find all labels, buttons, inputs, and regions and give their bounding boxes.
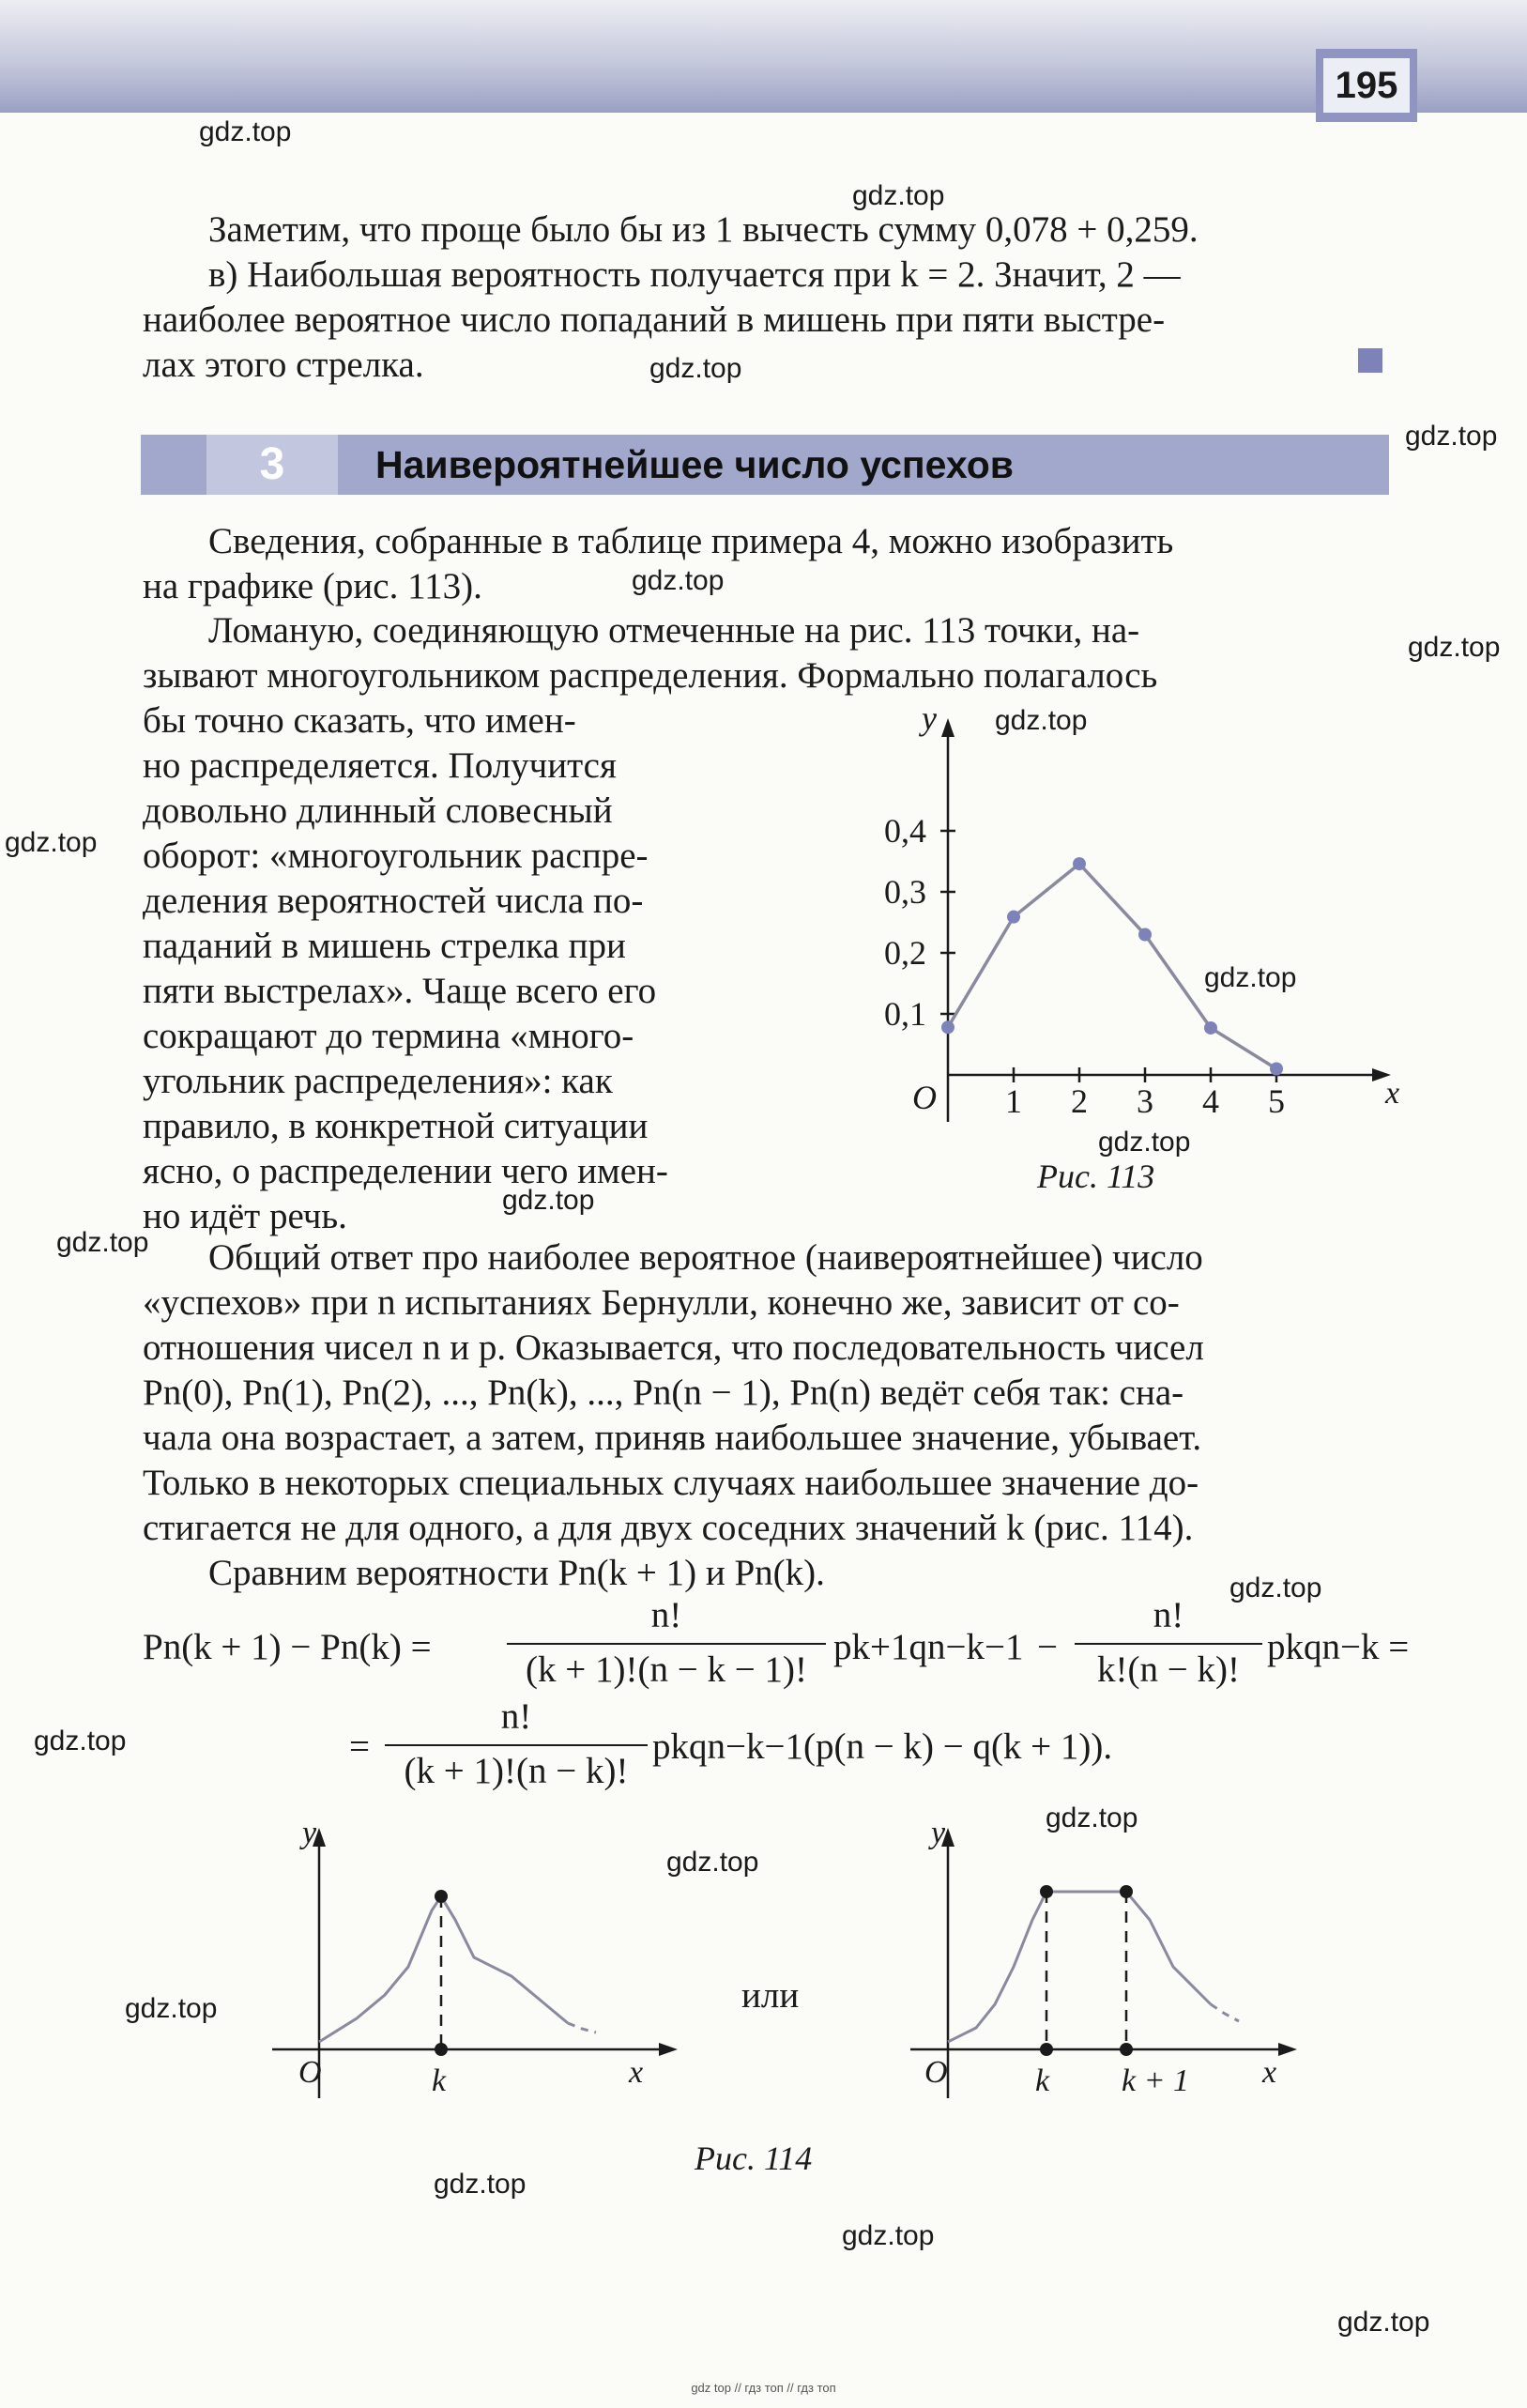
- y-tick-label: 0,1: [884, 995, 926, 1033]
- text-line: правило, в конкретной ситуации: [143, 1106, 649, 1146]
- watermark: gdz.top: [34, 1725, 127, 1756]
- y-tick-label: 0,2: [884, 934, 926, 972]
- watermark: gdz.top: [1408, 632, 1501, 663]
- axis-label-x: x: [1385, 1076, 1400, 1111]
- watermark: gdz.top: [502, 1185, 595, 1216]
- header-band: [0, 0, 1527, 113]
- page-number: 195: [1323, 58, 1410, 113]
- watermark: gdz.top: [434, 2169, 527, 2200]
- data-point: [1138, 928, 1152, 942]
- axis-label-y: y: [922, 699, 937, 737]
- text-line: чала она возрастает, а затем, приняв наибольшее значение, убывает.: [143, 1418, 1202, 1458]
- text-line: довольно длинный словесный: [143, 790, 613, 831]
- data-point: [1204, 1021, 1217, 1035]
- watermark: gdz.top: [842, 2220, 935, 2251]
- x-tick-label: 5: [1268, 1082, 1285, 1120]
- watermark: gdz.top: [852, 180, 945, 211]
- section-title: Наивероятнейшее число успехов: [375, 443, 1014, 486]
- origin-label: O: [924, 2055, 948, 2090]
- tick-label-k: k: [432, 2063, 447, 2098]
- text-line: но идёт речь.: [143, 1196, 347, 1236]
- watermark: gdz.top: [1204, 962, 1297, 993]
- origin-label: O: [298, 2055, 322, 2090]
- watermark: gdz.top: [1337, 2307, 1430, 2338]
- text-line: лах этого стрелка.: [143, 345, 424, 385]
- watermark: gdz.top: [1229, 1572, 1322, 1603]
- section-number: 3: [259, 439, 285, 489]
- formula-frac3-denominator: (k + 1)!(n − k)!: [404, 1751, 629, 1791]
- formula-frac2-numerator: n!: [1153, 1595, 1184, 1635]
- x-tick-label: 2: [1071, 1082, 1088, 1120]
- watermark: gdz.top: [56, 1227, 149, 1258]
- watermark: gdz.top: [632, 565, 725, 596]
- text-line: угольник распределения»: как: [143, 1061, 613, 1101]
- text-line: паданий в мишень стрелка при: [143, 926, 626, 966]
- figure-114-left-chart: [253, 1817, 695, 2117]
- text-line: деления вероятностей числа по-: [143, 881, 644, 921]
- tick-label-k: k: [1035, 2063, 1050, 2098]
- fraction-line: [385, 1744, 648, 1746]
- text-line: Заметим, что проще было бы из 1 вычесть сумму 0,078 + 0,259.: [208, 209, 1199, 250]
- text-line: Только в некоторых специальных случаях наибольшее значение до-: [143, 1463, 1199, 1503]
- text-line: пяти выстрелах». Чаще всего его: [143, 971, 657, 1011]
- bottom-note: gdz top // гдз топ // гдз топ: [691, 2381, 836, 2395]
- text-line: Pn(0), Pn(1), Pn(2), ..., Pn(k), ..., Pn(n − 1), Pn(n) ведёт себя так: сна-: [143, 1373, 1184, 1413]
- data-point: [1073, 857, 1086, 870]
- text-line: Ломаную, соединяющую отмеченные на рис. 113 точки, на-: [208, 610, 1140, 651]
- axis-label-y: y: [302, 1817, 317, 1850]
- watermark: gdz.top: [666, 1847, 759, 1878]
- formula-frac1-denominator: (k + 1)!(n − k − 1)!: [526, 1649, 807, 1690]
- formula-power1: pk+1qn−k−1: [833, 1627, 1024, 1667]
- data-point: [1007, 911, 1020, 924]
- text-line: «успехов» при n испытаниях Бернулли, конечно же, зависит от со-: [143, 1282, 1180, 1323]
- text-line: но распределяется. Получится: [143, 745, 617, 786]
- axis-label-x: x: [629, 2055, 644, 2090]
- watermark: gdz.top: [649, 353, 742, 384]
- text-line: зывают многоугольником распределения. Формально полагалось: [143, 655, 1158, 696]
- data-point: [1270, 1063, 1283, 1076]
- text-line: на графике (рис. 113).: [143, 566, 482, 606]
- text-line: стигается не для одного, а для двух соседних значений k (рис. 114).: [143, 1508, 1194, 1548]
- data-point: [941, 1020, 954, 1034]
- text-line: оборот: «многоугольник распре-: [143, 836, 649, 876]
- formula-frac1-numerator: n!: [650, 1595, 682, 1635]
- formula-frac3-numerator: n!: [500, 1696, 532, 1737]
- fraction-line: [1075, 1643, 1262, 1645]
- figure-114-or: или: [741, 1975, 800, 2016]
- formula-lhs: Pn(k + 1) − Pn(k) =: [143, 1627, 432, 1667]
- y-axis-arrow: [941, 718, 954, 737]
- text-line: в) Наибольшая вероятность получается при k = 2. Значит, 2 —: [208, 254, 1181, 295]
- watermark: gdz.top: [5, 827, 98, 858]
- axis-label-x: x: [1262, 2055, 1277, 2090]
- watermark: gdz.top: [995, 705, 1088, 736]
- figure-114-caption: Рис. 114: [695, 2140, 813, 2177]
- figure-113-chart: [882, 699, 1408, 1178]
- text-line: бы точно сказать, что имен-: [143, 700, 576, 741]
- text-line: Сведения, собранные в таблице примера 4, можно изобразить: [208, 521, 1174, 561]
- formula-frac2-denominator: k!(n − k)!: [1097, 1649, 1240, 1690]
- end-of-example-marker: [1358, 348, 1382, 373]
- y-tick-label: 0,3: [884, 873, 926, 911]
- x-tick-label: 3: [1137, 1082, 1153, 1120]
- tick-label-k-plus-1: k + 1: [1122, 2063, 1190, 2098]
- axis-label-y: y: [931, 1817, 946, 1850]
- origin-label: O: [912, 1079, 937, 1116]
- figure-114-right-chart: [892, 1817, 1314, 2117]
- x-tick-label: 1: [1005, 1082, 1022, 1120]
- fraction-line: [507, 1643, 826, 1645]
- text-line: наиболее вероятное число попаданий в мишень при пяти выстре-: [143, 299, 1166, 340]
- x-tick-label: 4: [1202, 1082, 1219, 1120]
- text-line: Общий ответ про наиболее вероятное (наивероятнейшее) число: [208, 1237, 1203, 1278]
- watermark: gdz.top: [125, 1993, 218, 2024]
- figure-113-caption: Рис. 113: [1037, 1158, 1155, 1195]
- watermark: gdz.top: [1405, 421, 1498, 452]
- formula-equals: =: [349, 1726, 370, 1767]
- text-line: Сравним вероятности Pn(k + 1) и Pn(k).: [208, 1553, 825, 1593]
- text-line: отношения чисел n и p. Оказывается, что последовательность чисел: [143, 1327, 1204, 1368]
- text-line: ясно, о распределении чего имен-: [143, 1151, 668, 1191]
- text-line: сокращают до термина «много-: [143, 1016, 634, 1056]
- watermark: gdz.top: [1046, 1802, 1138, 1833]
- y-tick-label: 0,4: [884, 812, 926, 850]
- watermark: gdz.top: [1098, 1127, 1191, 1158]
- formula-tail: pkqn−k−1(p(n − k) − q(k + 1)).: [652, 1726, 1113, 1767]
- watermark: gdz.top: [199, 116, 292, 147]
- formula-minus: −: [1037, 1627, 1058, 1667]
- formula-power2: pkqn−k =: [1267, 1627, 1410, 1667]
